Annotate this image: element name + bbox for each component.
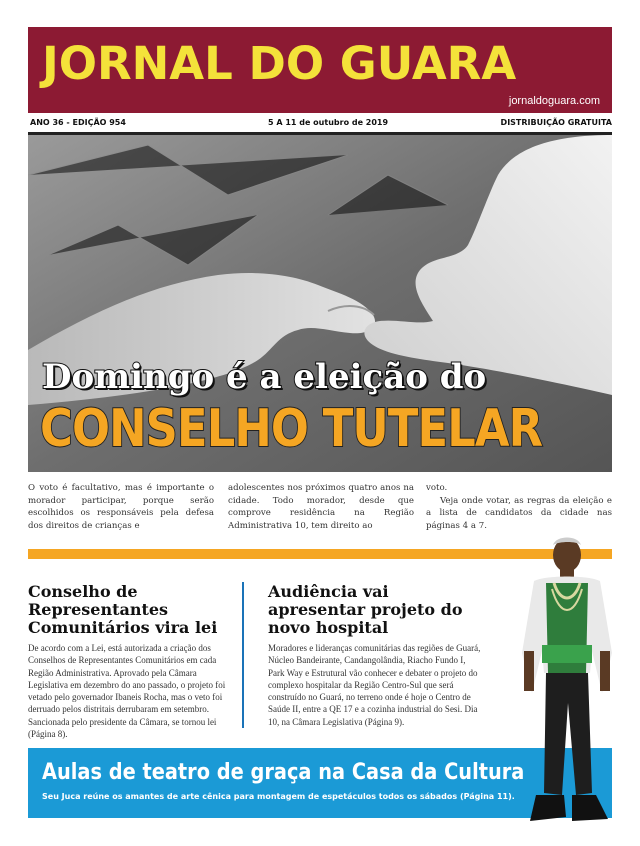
lead-column-3-a: voto.	[426, 483, 448, 493]
lead-column-1: O voto é facultativo, mas é importante o morador participar, porque serão escolhidos os responsáveis pela defesa dos direitos de crianças e	[28, 483, 214, 531]
teatro-title[interactable]: Aulas de teatro de graça na Casa da Cultura	[42, 760, 525, 785]
story-body-conselho: De acordo com a Lei, está autorizada a criação dos Conselhos de Representantes Comunitários em cada Região Administrativa. Aprovado pela Câmara Legislativa em dezembro do ano passado, o projeto foi vetado pelo governador Ibaneis Rocha, mas o veto foi derruado pelos distritais derrubaram em setembro. Sancionada pelo presidente da Câmara, se tornou lei (Página 8).	[28, 643, 226, 740]
lead-column-3	[426, 482, 612, 532]
story-title-hospital[interactable]: Audiência vai apresentar projeto do novo hospital	[268, 582, 463, 637]
lead-column-3-b: Veja onde votar, as regras da eleição e a lista de candidatos da cidade nas páginas 4 a 7.	[426, 495, 612, 531]
hero-photo	[28, 135, 612, 472]
newspaper-title: JORNAL DO GUARA	[42, 37, 517, 90]
website-url[interactable]: jornaldoguara.com	[508, 95, 600, 107]
teatro-body: Seu Juca reúne os amantes de arte cênica para montagem de espetáculos todos os sábados (Página 11).	[42, 792, 515, 801]
story-title-conselho[interactable]: Conselho de Representantes Comunitários vira lei	[28, 582, 218, 637]
column-divider	[242, 582, 244, 728]
headline-subtitle: Domingo é a eleição do	[42, 357, 487, 397]
masthead	[28, 27, 612, 113]
edition-date: 5 A 11 de outubro de 2019	[268, 118, 389, 127]
distribution-label: DISTRIBUIÇÃO GRATUITA	[500, 118, 612, 127]
edition-number: ANO 36 - EDIÇÃO 954	[30, 118, 126, 127]
seu-juca-photo	[516, 533, 618, 835]
story-body-hospital: Moradores e lideranças comunitárias das regiões de Guará, Núcleo Bandeirante, Candangolândia, Riacho Fundo I, Park Way e Estrutural vão conhecer e debater o projeto do complexo hospitalar da Região Centro-Sul que será construído no Guará, no terreno onde é hoje o Centro de Saúde II, entre a QE 17 e a cozinha industrial do Sesi. Dia 10, na Câmara Legislativa (Página 9).	[268, 643, 481, 727]
headline-main: CONSELHO TUTELAR	[40, 399, 543, 459]
edition-bar	[28, 114, 612, 135]
lead-column-2: adolescentes nos próximos quatro anos na cidade. Todo morador, desde que comprove residência na Região Administrativa 10, tem direito ao	[228, 483, 414, 531]
